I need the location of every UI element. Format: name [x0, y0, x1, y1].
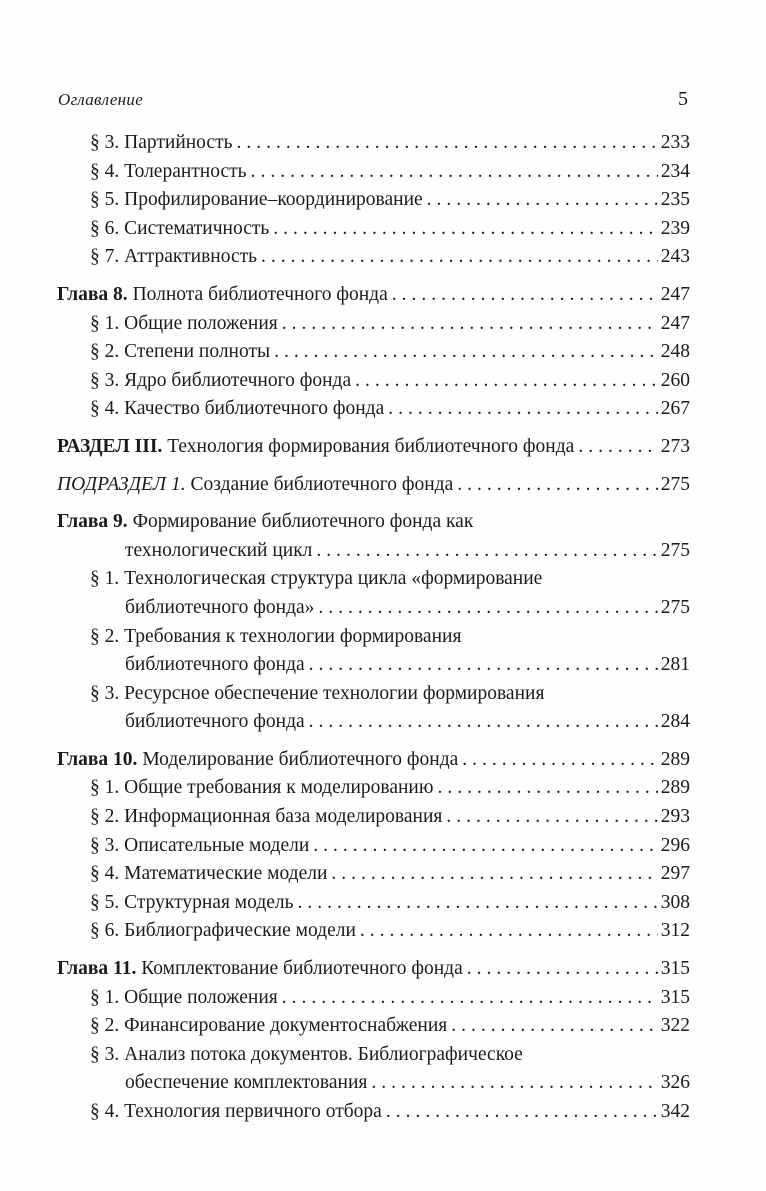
leader-dots: [360, 917, 658, 946]
entry-title: Глава 8. Полнота библиотечного фонда: [57, 283, 388, 305]
page-header: [58, 88, 688, 111]
entry-title: § 4. Толерантность: [90, 160, 247, 182]
entry-title: РАЗДЕЛ III. Технология формирования библиотечного фонда: [57, 435, 575, 457]
entry-title: § 7. Аттрактивность: [90, 246, 258, 268]
entry-title-continued: технологический цикл: [125, 539, 313, 561]
entry-page-number: 308: [660, 891, 690, 913]
entry-page-number: 296: [660, 834, 690, 856]
leader-dots: [309, 651, 658, 680]
leader-dots: [237, 129, 658, 158]
leader-dots: [371, 1069, 657, 1098]
toc-entry: [57, 158, 690, 187]
entry-prefix: § 3.: [90, 682, 120, 704]
entry-prefix: § 2.: [90, 341, 120, 363]
entry-page-number: 275: [660, 596, 690, 618]
leader-dots: [331, 860, 657, 889]
entry-prefix: § 1.: [90, 986, 120, 1008]
toc-entry: [57, 746, 690, 775]
entry-title-continued: библиотечного фонда»: [125, 596, 315, 618]
entry-title: § 6. Систематичность: [90, 217, 270, 239]
leader-dots: [446, 803, 657, 832]
toc-entry: [57, 1012, 690, 1041]
entry-title: § 3. Партийность: [90, 132, 233, 153]
entry-page-number: 322: [660, 1015, 690, 1037]
leader-dots: [355, 367, 658, 396]
toc-entry: [57, 955, 690, 984]
entry-prefix: § 1.: [90, 312, 120, 334]
leader-dots: [316, 537, 657, 566]
entry-page-number: 233: [660, 132, 690, 153]
entry-prefix: Глава 9.: [57, 511, 128, 533]
leader-dots: [437, 774, 657, 803]
entry-title: Глава 9. Формирование библиотечного фонда как: [57, 511, 474, 533]
entry-page-number: 247: [660, 312, 690, 334]
entry-prefix: § 6.: [90, 920, 120, 942]
entry-page-number: 293: [660, 806, 690, 828]
toc-entry: [57, 338, 690, 367]
leader-dots: [451, 1012, 657, 1041]
toc-entry: [57, 471, 690, 500]
entry-prefix: § 6.: [90, 217, 120, 239]
leader-dots: [388, 395, 658, 424]
leader-dots: [467, 955, 658, 984]
leader-dots: [282, 984, 658, 1013]
entry-prefix: § 4.: [90, 863, 120, 885]
entry-page-number: 239: [660, 217, 690, 239]
entry-page-number: 247: [660, 283, 690, 305]
entry-title: § 2. Требования к технологии формирования: [90, 625, 462, 647]
entry-prefix: § 1.: [90, 568, 120, 590]
leader-dots: [309, 708, 658, 737]
running-title: Оглавление: [58, 90, 144, 109]
leader-dots: [462, 746, 657, 775]
entry-title: § 1. Общие положения: [90, 312, 278, 334]
entry-prefix: § 4.: [90, 160, 120, 182]
entry-page-number: 273: [660, 435, 690, 457]
entry-prefix: § 3.: [90, 834, 120, 856]
entry-page-number: 243: [660, 246, 690, 268]
toc-entry: [57, 984, 690, 1013]
toc-entry: [57, 281, 690, 310]
entry-title: § 3. Ресурсное обеспечение технологии формирования: [90, 682, 545, 704]
entry-prefix: Глава 11.: [57, 958, 137, 980]
entry-title: § 3. Анализ потока документов. Библиографическое: [90, 1043, 523, 1065]
leader-dots: [457, 471, 657, 500]
entry-prefix: § 2.: [90, 806, 120, 828]
leader-dots: [386, 1098, 658, 1127]
toc-entry: [57, 832, 690, 861]
entry-prefix: § 4.: [90, 1101, 120, 1122]
entry-title: Глава 10. Моделирование библиотечного фонда: [57, 748, 459, 770]
toc-entry: [57, 623, 690, 680]
entry-page-number: 267: [660, 398, 690, 420]
leader-dots: [578, 433, 657, 462]
entry-title: § 2. Информационная база моделирования: [90, 806, 443, 828]
toc-entry: [57, 1041, 690, 1098]
toc-entry: [57, 243, 690, 272]
entry-title-continued: библиотечного фонда: [125, 711, 305, 733]
entry-title: § 4. Математические модели: [90, 863, 328, 885]
entry-page-number: 234: [660, 160, 690, 182]
entry-prefix: § 3.: [90, 1043, 120, 1065]
entry-title: § 1. Общие положения: [90, 986, 278, 1008]
entry-page-number: 342: [660, 1101, 690, 1122]
toc-list: [57, 129, 690, 1127]
entry-prefix: § 2.: [90, 1015, 120, 1037]
entry-prefix: § 3.: [90, 132, 120, 153]
entry-page-number: 275: [660, 473, 690, 495]
page-number: 5: [678, 88, 688, 110]
entry-title: § 2. Степени полноты: [90, 341, 271, 363]
entry-page-number: 281: [660, 654, 690, 676]
leader-dots: [274, 338, 658, 367]
entry-prefix: § 4.: [90, 398, 120, 420]
entry-page-number: 289: [660, 748, 690, 770]
leader-dots: [251, 158, 658, 187]
entry-title: § 6. Библиографические модели: [90, 920, 356, 942]
leader-dots: [282, 310, 658, 339]
entry-page-number: 326: [660, 1072, 690, 1094]
entry-prefix: § 5.: [90, 189, 120, 211]
entry-prefix: § 3.: [90, 369, 120, 391]
toc-entry: [57, 508, 690, 565]
entry-page-number: 284: [660, 711, 690, 733]
entry-prefix: Глава 10.: [57, 748, 138, 770]
toc-entry: [57, 917, 690, 946]
entry-title-continued: обеспечение комплектования: [125, 1072, 368, 1094]
toc-entry: [57, 129, 690, 158]
entry-page-number: 315: [660, 958, 690, 980]
toc-entry: [57, 803, 690, 832]
entry-title: ПОДРАЗДЕЛ 1. Создание библиотечного фонда: [57, 473, 454, 495]
leader-dots: [392, 281, 658, 310]
toc-entry: [57, 215, 690, 244]
entry-title: § 4. Качество библиотечного фонда: [90, 398, 385, 420]
entry-title: § 1. Технологическая структура цикла «формирование: [90, 568, 543, 590]
entry-title-continued: библиотечного фонда: [125, 654, 305, 676]
entry-title: Глава 11. Комплектование библиотечного фонда: [57, 958, 463, 980]
entry-page-number: 312: [660, 920, 690, 942]
entry-title: § 3. Ядро библиотечного фонда: [90, 369, 352, 391]
entry-title: § 4. Технология первичного отбора: [90, 1101, 382, 1122]
leader-dots: [261, 243, 658, 272]
leader-dots: [313, 832, 657, 861]
toc-entry: [57, 310, 690, 339]
entry-prefix: § 1.: [90, 777, 120, 799]
toc-entry: [57, 1098, 690, 1127]
entry-page-number: 248: [660, 341, 690, 363]
toc-entry: [57, 680, 690, 737]
toc-entry: [57, 367, 690, 396]
entry-title: § 1. Общие требования к моделированию: [90, 777, 434, 799]
entry-page-number: 289: [660, 777, 690, 799]
entry-title: § 5. Профилирование–координирование: [90, 189, 423, 211]
entry-prefix: РАЗДЕЛ III.: [57, 435, 163, 457]
entry-prefix: § 7.: [90, 246, 120, 268]
entry-page-number: 235: [660, 189, 690, 211]
leader-dots: [273, 215, 657, 244]
entry-prefix: § 2.: [90, 625, 120, 647]
entry-page-number: 275: [660, 539, 690, 561]
toc-entry: [57, 433, 690, 462]
entry-prefix: Глава 8.: [57, 283, 128, 305]
entry-page-number: 297: [660, 863, 690, 885]
entry-prefix: § 5.: [90, 891, 120, 913]
entry-page-number: 260: [660, 369, 690, 391]
entry-page-number: 315: [660, 986, 690, 1008]
toc-entry: [57, 186, 690, 215]
toc-entry: [57, 565, 690, 622]
leader-dots: [298, 889, 658, 918]
leader-dots: [427, 186, 658, 215]
toc-entry: [57, 774, 690, 803]
entry-title: § 2. Финансирование документоснабжения: [90, 1015, 448, 1037]
entry-title: § 3. Описательные модели: [90, 834, 310, 856]
entry-prefix: ПОДРАЗДЕЛ 1.: [57, 473, 186, 495]
entry-title: § 5. Структурная модель: [90, 891, 294, 913]
toc-entry: [57, 889, 690, 918]
leader-dots: [318, 594, 657, 623]
toc-entry: [57, 395, 690, 424]
toc-entry: [57, 860, 690, 889]
